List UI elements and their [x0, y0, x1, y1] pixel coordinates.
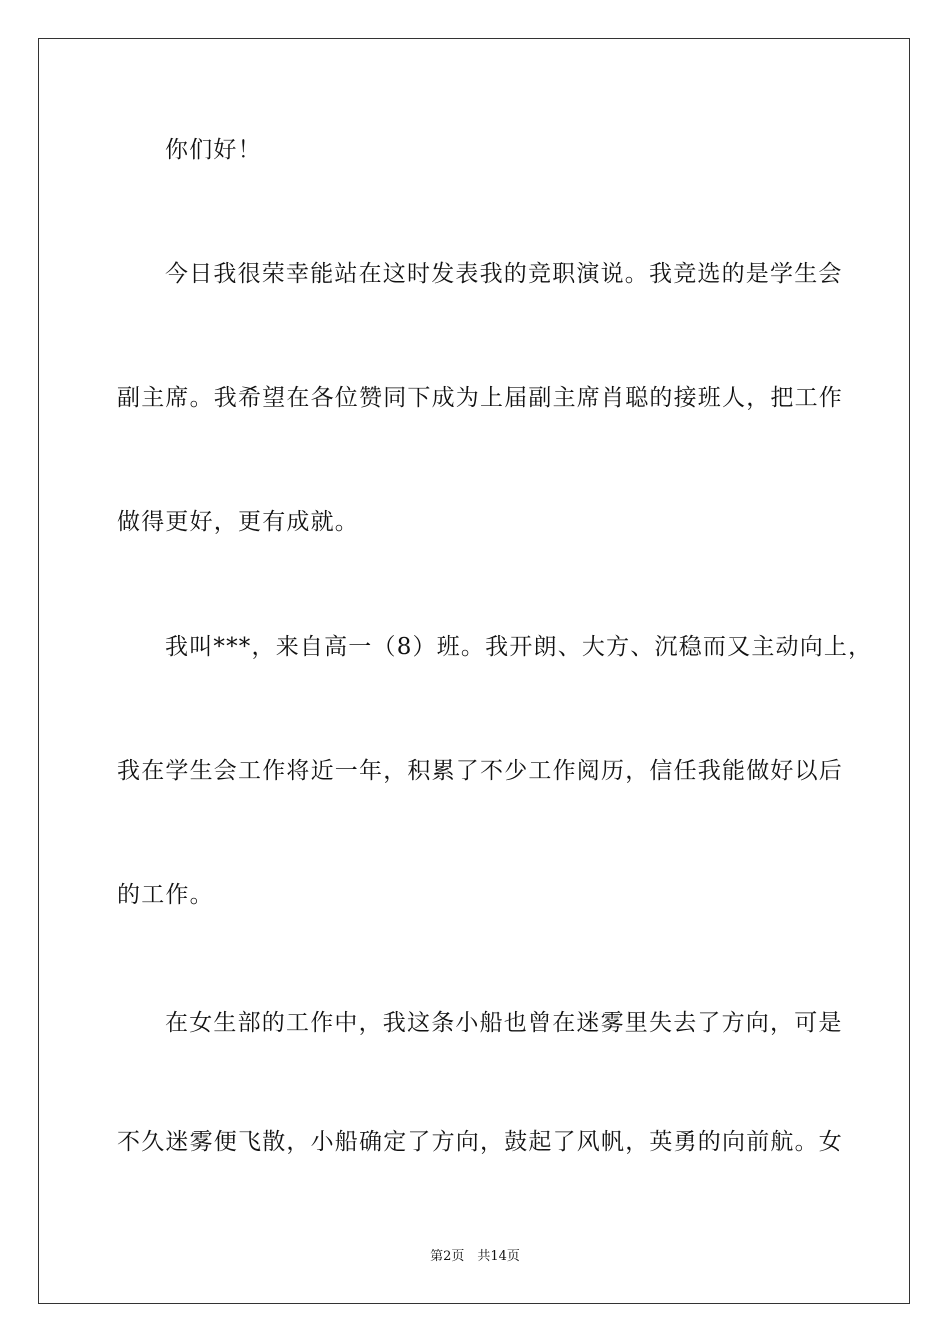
- paragraph-line: 在女生部的工作中，我这条小船也曾在迷雾里失去了方向，可是: [165, 1010, 843, 1036]
- paragraph-line: 副主席。我希望在各位赞同下成为上届副主席肖聪的接班人，把工作: [117, 385, 843, 411]
- paragraph-line: 的工作。: [117, 882, 214, 908]
- paragraph-line: 不久迷雾便飞散，小船确定了方向，鼓起了风帆，英勇的向前航。女: [117, 1129, 843, 1155]
- paragraph-line: 我在学生会工作将近一年，积累了不少工作阅历，信任我能做好以后: [117, 758, 843, 784]
- page-number-footer: 第2页 共14页: [430, 1249, 520, 1264]
- greeting-line: 你们好！: [165, 137, 262, 163]
- paragraph-line: 我叫***，来自高一（8）班。我开朗、大方、沉稳而又主动向上，: [165, 634, 873, 660]
- page-border: [38, 38, 910, 1304]
- paragraph-line: 做得更好，更有成就。: [117, 509, 359, 535]
- paragraph-line: 今日我很荣幸能站在这时发表我的竞职演说。我竞选的是学生会: [165, 261, 843, 287]
